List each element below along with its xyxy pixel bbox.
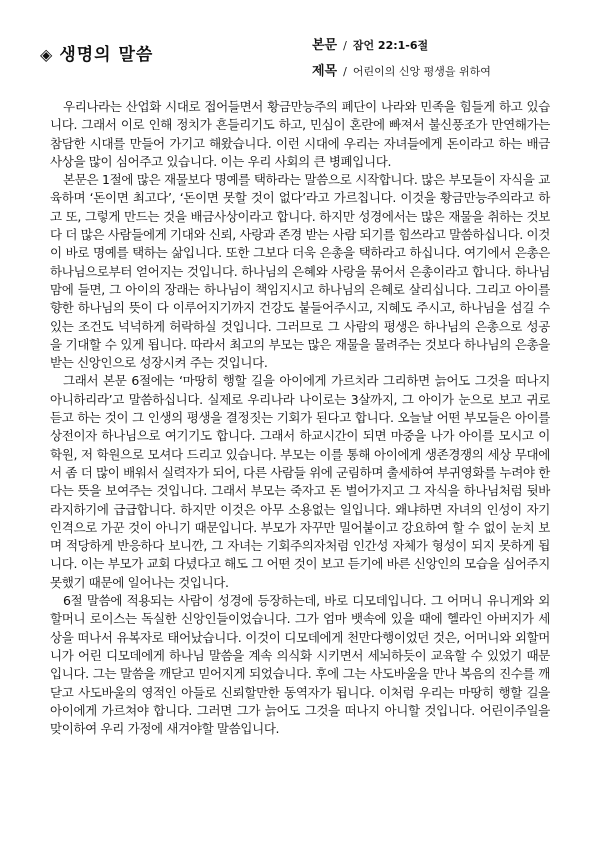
subject-label: 제목 <box>312 64 338 79</box>
scripture-separator: / <box>343 39 347 52</box>
subject-separator: / <box>343 65 347 78</box>
scripture-reference: 잠언 22:1-6절 <box>352 39 429 52</box>
paragraph-1: 우리나라는 산업화 시대로 접어들면서 황금만능주의 폐단이 나라와 민족을 힘들게 하고 있습니다. 그래서 이로 인해 정치가 흔들리기도 하고, 민심이 혼란에 빠져서 불신풍조가 만연해가는 참담한 시대를 만들어 가기고 해왔습니다. 이런 시대에 우리는 자녀들에게 돈이라고 하는 배금사상을 많이 심어주고 있습니다. 이는 우리 사회의 큰 병폐입니다. <box>50 99 550 169</box>
sermon-header <box>0 0 600 80</box>
scripture-reference-row <box>312 34 428 53</box>
sermon-title <box>40 40 153 65</box>
diamond-bullet-icon: ◈ <box>40 45 54 64</box>
scripture-label: 본문 <box>312 38 338 53</box>
sermon-body <box>50 98 550 738</box>
paragraph-2: 본문은 1절에 많은 재물보다 명예를 택하라는 말씀으로 시작합니다. 많은 부모들이 자식을 교육하며 ‘돈이면 최고다’, ‘돈이면 못할 것이 없다’라고 가르칩니다. 이것을 황금만능주의라고 하고 또, 그렇게 만드는 것을 배금사상이라고 합니다. 하지만 성경에서는 많은 재물을 취하는 것보다 더 많은 사람들에게 기대와 신뢰, 사랑과 존경 받는 사람 되기를 힘쓰라고 말씀하십니다. 이것이 바로 명예를 택하는 삶입니다. 또한 그보다 더욱 은총을 택하라고 하십니다. 여기에서 은총은 하나님으로부터 얻어지는 것입니다. 하나님의 은혜와 사랑을 묶어서 은총이라고 합니다. 하나님 맘에 들면, 그 아이의 장래는 하나님이 책임지시고 하나님의 은혜로 살리십니다. 그리고 아이를 향한 하나님의 뜻이 다 이루어지기까지 건강도 붙들어주시고, 지혜도 주시고, 하나님을 섬길 수 있는 조건도 넉넉하게 허락하실 것입니다. 그러므로 그 사람의 평생은 하나님의 은총으로 성공을 기대할 수 있게 됩니다. 따라서 최고의 부모는 많은 재물을 물려주는 것보다 하나님의 은총을 받는 신앙인으로 성장시켜 주는 것입니다. <box>50 172 550 371</box>
sermon-subject-row <box>312 60 491 79</box>
title-text: 생명의 말씀 <box>59 45 154 65</box>
paragraph-4: 6절 말씀에 적용되는 사람이 성경에 등장하는데, 바로 디모데입니다. 그 어머니 유니게와 외할머니 로이스는 독실한 신앙인들이었습니다. 그가 엄마 뱃속에 있을 때에 헬라인 아버지가 세상을 떠나서 유복자로 태어났습니다. 이것이 디모데에게 천만다행이었던 것은, 어머니와 외할머니가 어린 디모데에게 하나님 말씀을 계속 의식화 시키면서 세뇌하듯이 교육할 수 있었기 때문입니다. 그는 말씀을 깨닫고 믿어지게 되었습니다. 후에 그는 사도바울을 만나 복음의 진수를 깨닫고 사도바울의 영적인 아들로 신뢰할만한 동역자가 됩니다. 이처럼 우리는 마땅히 행할 길을 아이에게 가르쳐야 합니다. 그러면 그가 늙어도 그것을 떠나지 아니할 것입니다. 어린이주일을 맞이하여 우리 가정에 새겨야할 말씀입니다. <box>50 593 550 737</box>
paragraph-3: 그래서 본문 6절에는 ‘마땅히 행할 길을 아이에게 가르치라 그리하면 늙어도 그것을 떠나지 아니하리라’고 말씀하십니다. 실제로 우리나라 나이로는 3살까지, 그 아이가 눈으로 보고 귀로 듣고 하는 것이 그 인생의 평생을 결정짓는 기회가 된다고 합니다. 오늘날 어떤 부모들은 아이를 상전이자 하나님으로 여기기도 합니다. 그래서 하교시간이 되면 마중을 나가 아이를 모시고 이 학원, 저 학원으로 모셔다 드리고 있습니다. 부모는 이를 통해 아이에게 생존경쟁의 세상 무대에서 좀 더 많이 배워서 실력자가 되어, 다른 사람들 위에 군림하며 출세하여 부귀영화를 누려야 한다는 뜻을 보여주는 것입니다. 그래서 부모는 죽자고 돈 벌어가지고 그 자식을 하나님처럼 뒷바라지하기에 급급합니다. 하지만 이것은 아무 소용없는 일입니다. 왜냐하면 자녀의 인성이 자기 인격으로 가꾼 것이 아니기 때문입니다. 부모가 자꾸만 밀어붙이고 강요하여 할 수 없이 눈치 보며 적당하게 반응하다 보니깐, 그 자녀는 기회주의자처럼 인간성 자체가 형성이 되지 못하게 됩니다. 이는 부모가 교회 다녔다고 해도 그 어떤 것이 보고 듣기에 바른 신앙인의 모습을 심어주지 못했기 때문에 일어나는 것입니다. <box>50 373 550 590</box>
subject-text: 어린이의 신앙 평생을 위하여 <box>352 65 491 78</box>
